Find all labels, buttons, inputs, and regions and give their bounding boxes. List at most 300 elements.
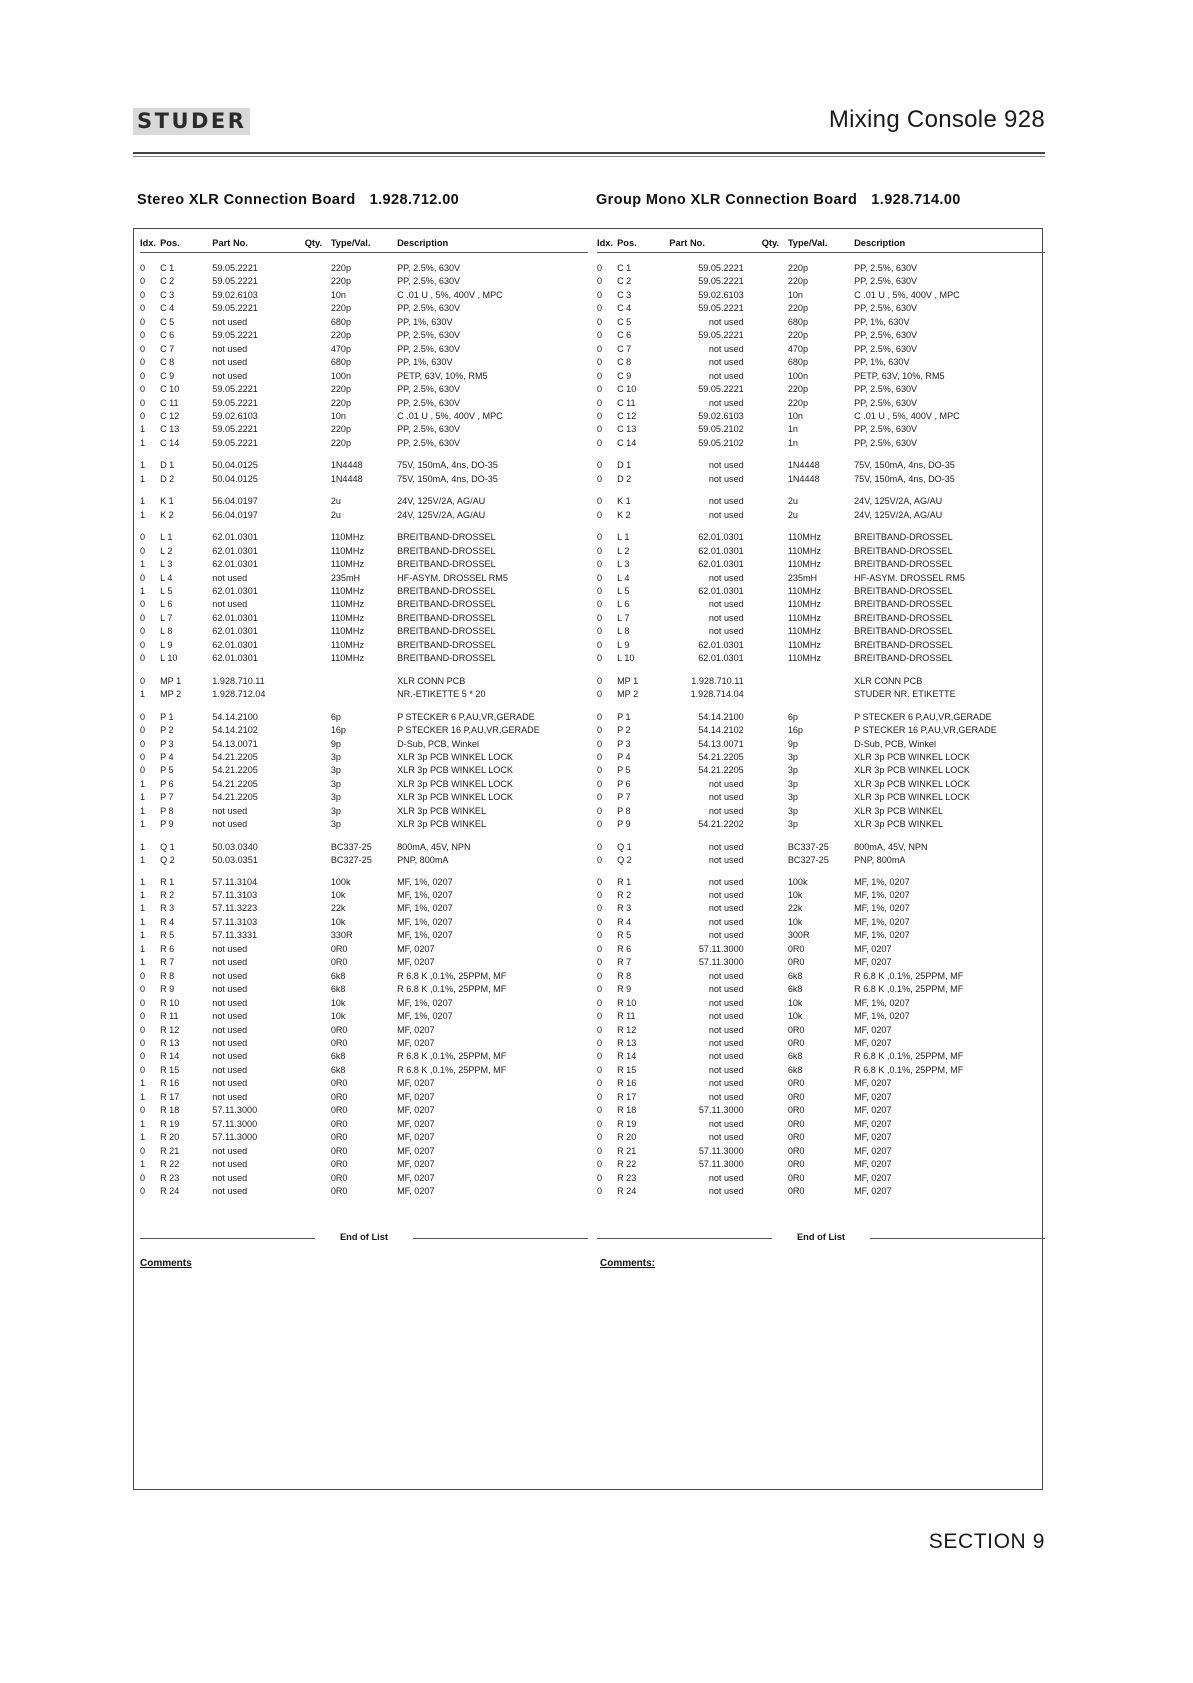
cell-description: PETP, 63V, 10%, RM5 — [397, 370, 488, 381]
cell-type-val: 0R0 — [330, 943, 348, 954]
cell-description: BREITBAND-DROSSEL — [397, 626, 496, 637]
cell-description: MF, 0207 — [854, 1038, 892, 1049]
table-row — [140, 531, 588, 544]
cell-pos: C 12 — [617, 410, 637, 421]
cell-type-val: 10k — [330, 997, 346, 1008]
cell-qty — [762, 724, 788, 737]
cell-description: C .01 U , 5%, 400V , MPC — [397, 289, 503, 300]
table-row — [140, 1185, 588, 1198]
cell-pos: P 8 — [617, 805, 631, 816]
table-row — [140, 598, 588, 611]
cell-type-val: 110MHz — [787, 612, 821, 623]
left-table-body — [140, 262, 588, 1198]
table-row — [597, 397, 1045, 410]
cell-part-no: not used — [708, 496, 744, 507]
cell-idx: 1 — [140, 805, 146, 816]
table-row — [140, 1172, 588, 1185]
cell-part-no: 59.02.6103 — [212, 410, 258, 421]
cell-qty — [762, 1010, 788, 1023]
cell-idx: 1 — [140, 855, 146, 866]
cell-idx: 0 — [597, 1091, 603, 1102]
cell-part-no: not used — [708, 903, 744, 914]
table-row — [597, 688, 1045, 701]
cell-qty — [305, 1037, 331, 1050]
cell-idx: 0 — [597, 653, 603, 664]
col-idx: Idx. — [597, 238, 614, 248]
cell-qty — [305, 289, 331, 302]
cell-description: BREITBAND-DROSSEL — [854, 626, 953, 637]
cell-description: MF, 1%, 0207 — [397, 997, 453, 1008]
cell-qty — [305, 1145, 331, 1158]
cell-idx: 0 — [140, 316, 146, 327]
cell-idx: 0 — [140, 1172, 146, 1183]
cell-description: MF, 0207 — [854, 1078, 892, 1089]
cell-qty — [762, 997, 788, 1010]
cell-qty — [762, 262, 788, 275]
cell-pos: R 3 — [160, 903, 175, 914]
cell-idx: 0 — [597, 460, 603, 471]
cell-qty — [305, 1104, 331, 1117]
cell-type-val: 0R0 — [330, 1024, 348, 1035]
table-row — [140, 841, 588, 854]
cell-part-no: not used — [212, 1159, 248, 1170]
cell-type-val: 6k8 — [787, 1051, 803, 1062]
cell-part-no: 62.01.0301 — [212, 545, 258, 556]
cell-idx: 0 — [597, 509, 603, 520]
cell-description: PNP, 800mA — [397, 855, 449, 866]
cell-part-no: not used — [708, 1078, 744, 1089]
table-row — [597, 1077, 1045, 1090]
cell-qty — [305, 437, 331, 450]
cell-description: C .01 U , 5%, 400V , MPC — [854, 289, 960, 300]
cell-type-val: 22k — [787, 903, 803, 914]
cell-pos: C 4 — [617, 303, 632, 314]
cell-pos: L 10 — [160, 653, 178, 664]
cell-description: MF, 1%, 0207 — [854, 916, 910, 927]
cell-type-val: 1N4448 — [787, 460, 820, 471]
cell-pos: R 5 — [160, 930, 175, 941]
cell-qty — [762, 778, 788, 791]
cell-qty — [305, 423, 331, 436]
cell-pos: R 8 — [617, 970, 632, 981]
cell-description: HF-ASYM. DROSSEL RM5 — [854, 572, 965, 583]
table-row — [597, 625, 1045, 638]
table-row — [597, 724, 1045, 737]
cell-part-no: 62.01.0301 — [698, 532, 744, 543]
cell-part-no: 59.05.2221 — [698, 330, 744, 341]
cell-idx: 0 — [140, 545, 146, 556]
cell-part-no: 54.14.2102 — [212, 725, 258, 736]
table-row — [140, 343, 588, 356]
table-row — [140, 1037, 588, 1050]
cell-qty — [762, 902, 788, 915]
cell-type-val: 100n — [330, 370, 352, 381]
cell-part-no: 50.03.0340 — [212, 841, 258, 852]
cell-part-no: not used — [212, 1145, 248, 1156]
cell-part-no: not used — [708, 460, 744, 471]
cell-part-no: 54.21.2205 — [212, 792, 258, 803]
col-part: Part No. — [212, 238, 248, 248]
cell-part-no: 62.01.0301 — [698, 639, 744, 650]
cell-description: D-Sub, PCB, Winkel — [397, 738, 479, 749]
cell-idx: 0 — [140, 970, 146, 981]
cell-type-val: 110MHz — [330, 585, 364, 596]
cell-part-no: 59.05.2221 — [698, 276, 744, 287]
cell-qty — [762, 329, 788, 342]
cell-idx: 1 — [140, 930, 146, 941]
table-row — [140, 791, 588, 804]
cell-idx: 0 — [597, 792, 603, 803]
cell-type-val: 110MHz — [330, 559, 364, 570]
cell-description: XLR 3p PCB WINKEL — [854, 819, 944, 830]
cell-qty — [305, 316, 331, 329]
cell-pos: C 10 — [160, 384, 180, 395]
cell-idx: 0 — [597, 711, 603, 722]
cell-pos: R 18 — [617, 1105, 637, 1116]
cell-type-val: BC337-25 — [330, 841, 372, 852]
table-row — [140, 545, 588, 558]
cell-description: BREITBAND-DROSSEL — [854, 545, 953, 556]
cell-idx: 0 — [597, 970, 603, 981]
left-parts-table — [140, 238, 588, 1198]
cell-idx: 0 — [140, 343, 146, 354]
cell-description: 75V, 150mA, 4ns, DO-35 — [397, 473, 498, 484]
cell-qty — [762, 625, 788, 638]
cell-part-no: 62.01.0301 — [212, 612, 258, 623]
table-row — [140, 473, 588, 486]
cell-description: XLR 3p PCB WINKEL LOCK — [854, 751, 970, 762]
table-row — [140, 289, 588, 302]
cell-part-no: 59.05.2221 — [212, 424, 258, 435]
cell-pos: R 4 — [160, 916, 175, 927]
cell-description: PP, 2.5%, 630V — [854, 276, 918, 287]
table-row — [597, 262, 1045, 275]
cell-idx: 1 — [140, 559, 146, 570]
cell-type-val: 220p — [787, 330, 809, 341]
cell-part-no: not used — [708, 841, 744, 852]
cell-qty — [305, 876, 331, 889]
cell-idx: 0 — [140, 1105, 146, 1116]
cell-description: PP, 2.5%, 630V — [397, 397, 461, 408]
cell-description: BREITBAND-DROSSEL — [397, 585, 496, 596]
left-comments-label: Comments — [140, 1258, 192, 1269]
cell-part-no: 50.04.0125 — [212, 473, 258, 484]
cell-type-val: 110MHz — [787, 559, 821, 570]
cell-description: MF, 0207 — [854, 943, 892, 954]
cell-pos: R 21 — [617, 1145, 637, 1156]
cell-idx: 0 — [140, 410, 146, 421]
cell-qty — [305, 495, 331, 508]
cell-qty — [762, 1091, 788, 1104]
cell-pos: L 4 — [160, 572, 173, 583]
cell-type-val: 1n — [787, 437, 798, 448]
cell-qty — [762, 473, 788, 486]
cell-idx: 0 — [140, 572, 146, 583]
cell-description: PP, 2.5%, 630V — [397, 263, 461, 273]
cell-type-val: 110MHz — [330, 599, 364, 610]
cell-idx: 1 — [140, 1132, 146, 1143]
cell-idx: 0 — [597, 841, 603, 852]
cell-pos: R 2 — [160, 890, 175, 901]
table-row — [597, 531, 1045, 544]
table-row — [140, 1077, 588, 1090]
cell-pos: C 7 — [160, 343, 175, 354]
cell-part-no: 57.11.3000 — [698, 1105, 744, 1116]
cell-idx: 0 — [597, 559, 603, 570]
table-row — [140, 876, 588, 889]
table-row — [597, 329, 1045, 342]
cell-qty — [305, 889, 331, 902]
cell-pos: P 3 — [617, 738, 631, 749]
table-row — [597, 473, 1045, 486]
cell-qty — [305, 1077, 331, 1090]
cell-qty — [762, 1118, 788, 1131]
table-row — [140, 738, 588, 751]
cell-part-no: 50.04.0125 — [212, 460, 258, 471]
cell-type-val: 3p — [330, 805, 341, 816]
cell-part-no: not used — [212, 316, 248, 327]
cell-qty — [762, 764, 788, 777]
cell-type-val: 10k — [787, 916, 803, 927]
cell-idx: 0 — [597, 1172, 603, 1183]
table-row — [597, 841, 1045, 854]
cell-description: PP, 2.5%, 630V — [854, 397, 918, 408]
eol-line-right — [870, 1238, 1045, 1239]
cell-type-val: 0R0 — [787, 1186, 805, 1196]
cell-description: PP, 2.5%, 630V — [397, 303, 461, 314]
cell-part-no: 57.11.3000 — [698, 943, 744, 954]
cell-idx: 0 — [597, 689, 603, 700]
cell-idx: 0 — [597, 1132, 603, 1143]
cell-pos: R 17 — [617, 1091, 637, 1102]
table-row — [597, 343, 1045, 356]
cell-part-no: 59.05.2221 — [212, 263, 258, 273]
cell-part-no: not used — [708, 626, 744, 637]
cell-qty — [305, 558, 331, 571]
cell-part-no: not used — [708, 916, 744, 927]
cell-idx: 0 — [140, 725, 146, 736]
table-row — [597, 929, 1045, 942]
cell-part-no: 59.05.2102 — [698, 424, 744, 435]
cell-description: BREITBAND-DROSSEL — [397, 532, 496, 543]
cell-type-val: 3p — [787, 819, 798, 830]
cell-pos: L 9 — [617, 639, 630, 650]
cell-description: BREITBAND-DROSSEL — [397, 599, 496, 610]
cell-description: MF, 0207 — [397, 1038, 435, 1049]
cell-qty — [762, 383, 788, 396]
cell-idx: 0 — [597, 890, 603, 901]
cell-pos: R 9 — [617, 984, 632, 995]
cell-pos: C 9 — [617, 370, 632, 381]
cell-pos: D 2 — [160, 473, 175, 484]
cell-part-no: 1.928.710.11 — [212, 675, 265, 686]
cell-qty — [762, 495, 788, 508]
cell-type-val: 3p — [787, 751, 798, 762]
table-row — [597, 1158, 1045, 1171]
cell-idx: 0 — [140, 1145, 146, 1156]
cell-qty — [305, 764, 331, 777]
cell-pos: MP 1 — [160, 675, 182, 686]
cell-type-val: BC327-25 — [787, 855, 829, 866]
table-row — [140, 585, 588, 598]
cell-description: R 6.8 K ,0.1%, 25PPM, MF — [397, 984, 507, 995]
cell-qty — [762, 929, 788, 942]
cell-description: MF, 1%, 0207 — [397, 930, 453, 941]
cell-description: MF, 0207 — [397, 957, 435, 968]
studer-logo: STUDER — [133, 108, 250, 135]
cell-description: XLR 3p PCB WINKEL LOCK — [397, 792, 513, 803]
cell-part-no: not used — [708, 612, 744, 623]
cell-qty — [305, 370, 331, 383]
cell-pos: R 21 — [160, 1145, 180, 1156]
cell-idx: 0 — [140, 751, 146, 762]
cell-type-val: 220p — [787, 276, 809, 287]
cell-description: 24V, 125V/2A, AG/AU — [397, 496, 486, 507]
cell-type-val: 1N4448 — [330, 473, 363, 484]
cell-description: MF, 0207 — [854, 1172, 892, 1183]
cell-idx: 0 — [140, 612, 146, 623]
cell-pos: C 6 — [617, 330, 632, 341]
table-row — [597, 1091, 1045, 1104]
table-row — [597, 791, 1045, 804]
cell-description: MF, 1%, 0207 — [854, 890, 910, 901]
cell-pos: L 8 — [160, 626, 173, 637]
cell-pos: P 6 — [160, 778, 174, 789]
cell-pos: L 1 — [617, 532, 630, 543]
cell-description: MF, 0207 — [397, 1024, 435, 1035]
cell-idx: 0 — [597, 725, 603, 736]
cell-part-no: 54.14.2100 — [212, 711, 258, 722]
cell-type-val: 470p — [787, 343, 809, 354]
table-row — [597, 1037, 1045, 1050]
cell-description: MF, 0207 — [854, 1024, 892, 1035]
cell-part-no: 62.01.0301 — [698, 585, 744, 596]
cell-part-no: not used — [708, 599, 744, 610]
cell-part-no: 54.14.2100 — [698, 711, 744, 722]
cell-pos: MP 1 — [617, 675, 639, 686]
cell-part-no: not used — [212, 984, 248, 995]
cell-pos: Q 1 — [160, 841, 175, 852]
table-row — [140, 854, 588, 867]
cell-pos: C 6 — [160, 330, 175, 341]
table-row — [140, 1145, 588, 1158]
cell-description: MF, 0207 — [397, 1172, 435, 1183]
cell-qty — [762, 509, 788, 522]
cell-part-no: not used — [708, 855, 744, 866]
cell-part-no: 54.21.2205 — [212, 778, 258, 789]
cell-type-val: 0R0 — [330, 1132, 348, 1143]
cell-idx: 1 — [140, 424, 146, 435]
cell-description: R 6.8 K ,0.1%, 25PPM, MF — [854, 970, 964, 981]
table-row — [597, 711, 1045, 724]
cell-description: MF, 0207 — [854, 1091, 892, 1102]
cell-type-val: 3p — [330, 751, 341, 762]
cell-pos: P 9 — [617, 819, 631, 830]
table-row — [140, 612, 588, 625]
cell-qty — [305, 262, 331, 275]
table-row — [597, 805, 1045, 818]
cell-part-no: not used — [708, 1186, 744, 1196]
cell-qty — [305, 778, 331, 791]
cell-part-no: not used — [212, 370, 248, 381]
cell-type-val: 110MHz — [330, 545, 364, 556]
cell-type-val: 220p — [787, 397, 809, 408]
cell-type-val: 470p — [330, 343, 352, 354]
cell-idx: 0 — [597, 916, 603, 927]
cell-part-no: not used — [708, 970, 744, 981]
table-row — [140, 1010, 588, 1023]
cell-pos: R 19 — [617, 1118, 637, 1129]
table-row — [597, 459, 1045, 472]
cell-description: 800mA, 45V, NPN — [397, 841, 471, 852]
cell-type-val — [331, 675, 397, 688]
cell-idx: 0 — [597, 330, 603, 341]
cell-qty — [305, 902, 331, 915]
cell-description: R 6.8 K ,0.1%, 25PPM, MF — [854, 984, 964, 995]
cell-description: R 6.8 K ,0.1%, 25PPM, MF — [854, 1051, 964, 1062]
cell-qty — [305, 943, 331, 956]
cell-pos: R 9 — [160, 984, 175, 995]
cell-description: NR.-ETIKETTE 5 * 20 — [397, 689, 486, 700]
cell-pos: P 5 — [160, 765, 174, 776]
cell-idx: 0 — [597, 496, 603, 507]
cell-description: PP, 2.5%, 630V — [854, 424, 918, 435]
cell-part-no: 59.05.2221 — [212, 397, 258, 408]
cell-type-val: 1N4448 — [787, 473, 820, 484]
left-header-row — [140, 238, 588, 251]
table-row — [597, 1064, 1045, 1077]
cell-idx: 1 — [140, 819, 146, 830]
cell-pos: C 1 — [160, 263, 175, 273]
table-row — [597, 1024, 1045, 1037]
cell-part-no: 57.11.3000 — [212, 1132, 258, 1143]
cell-pos: L 9 — [160, 639, 173, 650]
table-row — [140, 997, 588, 1010]
col-pos: Pos. — [617, 238, 637, 248]
cell-part-no: 57.11.3223 — [212, 903, 258, 914]
cell-description: P STECKER 6 P,AU,VR,GERADE — [397, 711, 535, 722]
cell-part-no: 59.05.2221 — [212, 330, 258, 341]
cell-qty — [305, 970, 331, 983]
cell-description: 75V, 150mA, 4ns, DO-35 — [854, 473, 955, 484]
cell-pos: D 1 — [160, 460, 175, 471]
cell-pos: L 3 — [617, 559, 630, 570]
cell-part-no: 59.02.6103 — [698, 289, 744, 300]
cell-part-no: 57.11.3103 — [212, 890, 258, 901]
eol-line-right — [413, 1238, 588, 1239]
cell-part-no: not used — [708, 1051, 744, 1062]
cell-type-val: 0R0 — [787, 1091, 805, 1102]
left-end-of-list — [140, 1232, 588, 1244]
cell-part-no: 62.01.0301 — [212, 626, 258, 637]
table-row — [140, 652, 588, 665]
right-table-head — [597, 238, 1045, 262]
cell-part-no: not used — [212, 1078, 248, 1089]
cell-qty — [762, 1185, 788, 1198]
cell-qty — [762, 841, 788, 854]
table-row — [597, 675, 1045, 688]
table-row — [597, 778, 1045, 791]
cell-pos: R 10 — [160, 997, 180, 1008]
table-row — [597, 598, 1045, 611]
cell-idx: 0 — [597, 805, 603, 816]
cell-pos: L 7 — [160, 612, 173, 623]
table-row — [140, 970, 588, 983]
cell-type-val: 6k8 — [330, 984, 346, 995]
cell-description: MF, 0207 — [854, 1105, 892, 1116]
cell-idx: 0 — [597, 289, 603, 300]
left-header-gap — [140, 253, 588, 263]
